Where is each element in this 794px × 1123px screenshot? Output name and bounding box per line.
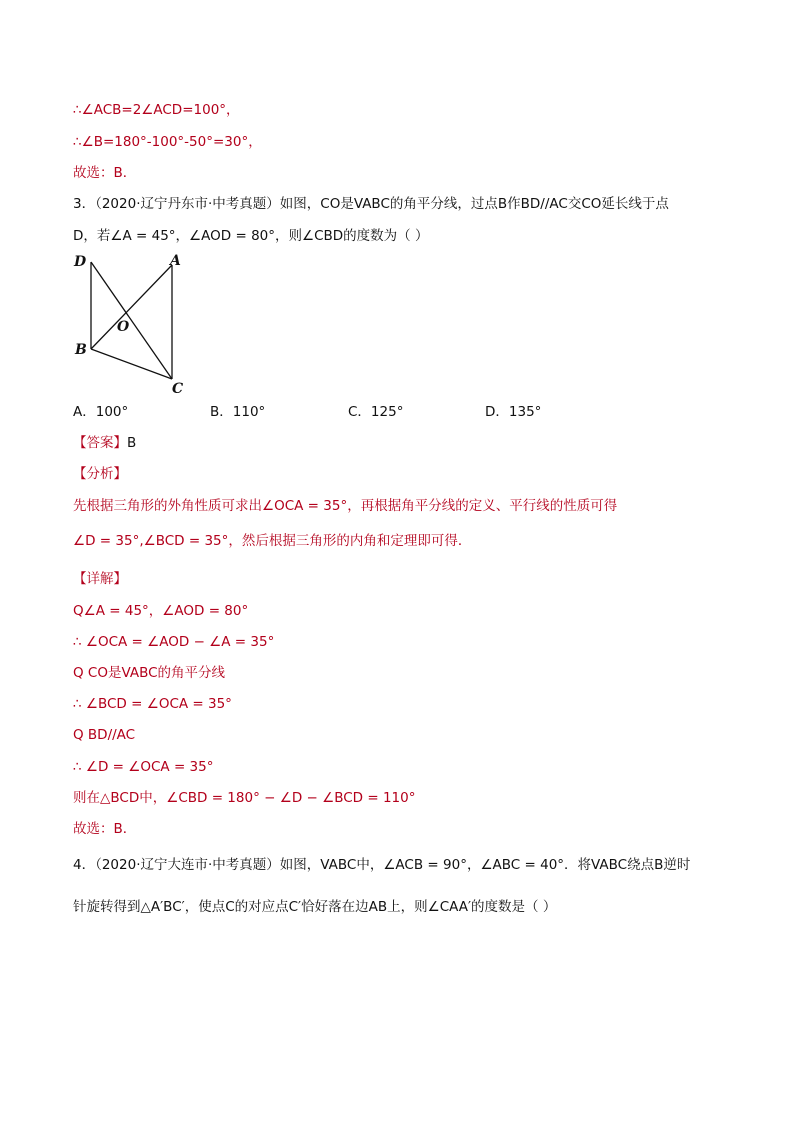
detail-step-1: Q∠A = 45°，∠AOD = 80° [73,603,249,619]
label-c: C [172,381,184,397]
detail-step-5: Q BD//AC [73,727,136,743]
question-3-line-2: D，若∠A = 45°，∠AOD = 80°，则∠CBD的度数为（ ） [73,228,429,244]
option-c: C．125° [348,404,404,420]
answer-line [73,433,136,453]
label-d: D [74,254,87,270]
segment-dc [91,262,172,379]
detail-step-3: Q CO是VABC的角平分线 [73,665,226,681]
option-a: A．100° [73,404,129,420]
label-b: B [75,342,87,358]
analysis-tag: 【分析】 [73,466,127,482]
option-d: D．135° [485,404,542,420]
detail-tag: 【详解】 [73,571,127,587]
label-a: A [170,253,181,269]
label-o: O [117,319,130,335]
detail-step-7: 则在△BCD中，∠CBD = 180° − ∠D − ∠BCD = 110° [73,790,416,806]
question-4-line-1: 4．（2020·辽宁大连市·中考真题）如图，VABC中，∠ACB = 90°，∠ABC = 40°．将VABC绕点B逆时 [73,857,691,873]
question-3-line-1: 3．（2020·辽宁丹东市·中考真题）如图，CO是VABC的角平分线，过点B作BD//AC交CO延长线于点 [73,196,669,212]
solution-line-1: ∴∠ACB=2∠ACD=100°， [73,102,240,118]
answer-tag: 【答案】 [73,435,127,451]
detail-step-8: 故选：B． [73,821,137,837]
detail-step-6: ∴ ∠D = ∠OCA = 35° [73,759,214,775]
question-4-line-2: 针旋转得到△A′BC′，使点C的对应点C′恰好落在边AB上，则∠CAA′的度数是（ ） [73,899,557,915]
solution-line-2: ∴∠B=180°-100°-50°=30°， [73,134,262,150]
segment-bc [91,349,172,379]
detail-step-4: ∴ ∠BCD = ∠OCA = 35° [73,696,232,712]
option-b: B．110° [210,404,266,420]
solution-line-3: 故选：B． [73,165,137,181]
analysis-line-1: 先根据三角形的外角性质可求出∠OCA = 35°，再根据角平分线的定义、平行线的性质可得 [73,498,618,514]
analysis-line-2: ∠D = 35°,∠BCD = 35°，然后根据三角形的内角和定理即可得． [73,533,472,549]
answer-value: B [127,435,137,451]
segment-ba [91,265,172,349]
geometry-figure [60,248,200,398]
detail-step-2: ∴ ∠OCA = ∠AOD − ∠A = 35° [73,634,275,650]
